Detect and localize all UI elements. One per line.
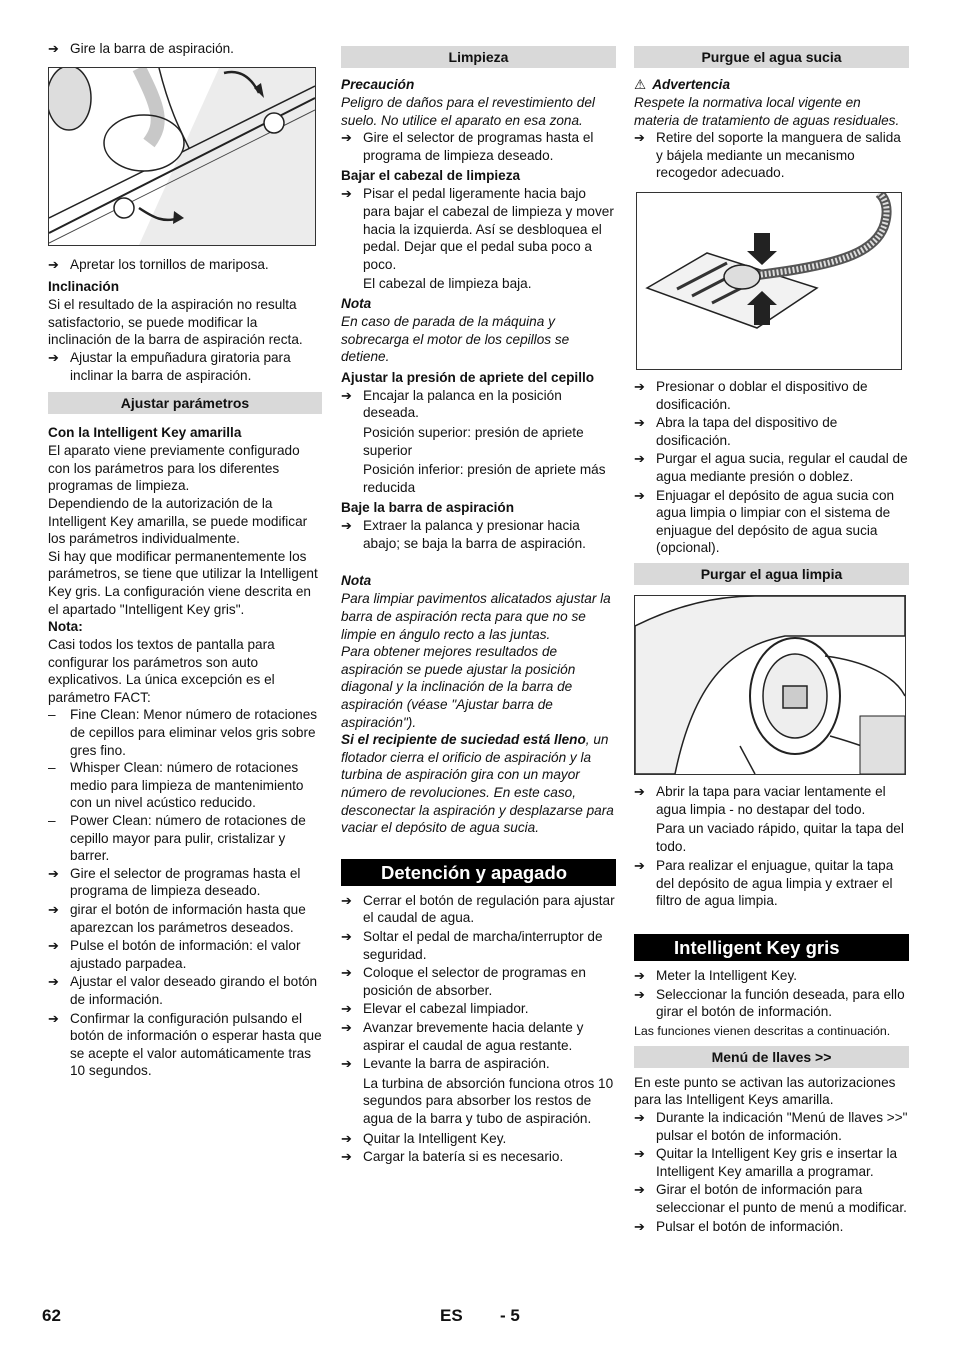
arrow-right-icon: ➔ bbox=[634, 968, 645, 984]
step-continuation: El cabezal de limpieza baja. bbox=[363, 276, 532, 292]
dash-item: – Power Clean: número de rotaciones de cepillo mayor para pulir, cristalizar y barrer. bbox=[48, 813, 306, 864]
paragraph: En este punto se activan las autorizaciones para las Intelligent Keys amarilla. bbox=[634, 1074, 896, 1108]
section-bar-menu: Menú de llaves >> bbox=[634, 1046, 909, 1068]
paragraph: Si el recipiente de suciedad está lleno, un flotador cierra el orificio de aspiración y la turbina de aspiración gira con un mayor número de revoluciones. En este caso, desconectar la aspiración y desplazarse para vaciar el depósito de agua sucia. bbox=[341, 732, 614, 836]
arrow-right-icon: ➔ bbox=[634, 130, 645, 146]
arrow-right-icon: ➔ bbox=[48, 938, 59, 954]
arrow-right-icon: ➔ bbox=[634, 415, 645, 431]
step-continuation: Posición inferior: presión de apriete más reducida bbox=[363, 462, 606, 495]
arrow-right-icon: ➔ bbox=[341, 965, 352, 981]
step-continuation: Posición superior: presión de apriete superior bbox=[363, 424, 584, 458]
language-code: ES bbox=[440, 1306, 463, 1325]
step-continuation: Para un vaciado rápido, quitar la tapa del todo. bbox=[656, 821, 904, 854]
step: ➔ Cargar la batería si es necesario. bbox=[341, 1149, 564, 1165]
column-1 bbox=[48, 40, 322, 1081]
paragraph: Respete la normativa local vigente en materia de tratamiento de aguas residuales. bbox=[634, 95, 900, 128]
paragraph: Si el resultado de la aspiración no resulta satisfactorio, se puede modificar la inclinación de la barra de aspiración recta. bbox=[48, 297, 303, 348]
arrow-right-icon: ➔ bbox=[341, 1056, 352, 1072]
step: ➔ Coloque el selector de programas en posición de absorber. bbox=[341, 965, 586, 998]
heading-nota: Nota bbox=[341, 295, 372, 311]
arrow-right-icon: ➔ bbox=[634, 858, 645, 874]
page-number: 62 bbox=[42, 1306, 61, 1325]
figure-suction-bar bbox=[48, 67, 316, 246]
section-bar-purgue: Purgue el agua sucia bbox=[634, 46, 909, 68]
arrow-right-icon: ➔ bbox=[48, 349, 59, 365]
step-continuation: La turbina de absorción funciona otros 10 segundos para absorber los restos de agua de la barra y tubo de aspiración. bbox=[363, 1075, 614, 1126]
paragraph: Para limpiar pavimentos alicatados ajustar la barra de aspiración recta para que no se limpie en ángulo recto a las juntas. bbox=[341, 591, 611, 642]
arrow-right-icon: ➔ bbox=[48, 1010, 59, 1026]
figure-drain-hose bbox=[636, 192, 902, 370]
heading-con: Con la Intelligent Key amarilla bbox=[48, 425, 242, 441]
paragraph: Las funciones vienen descritas a continuación. bbox=[634, 1023, 891, 1038]
section-bar-ajustar: Ajustar parámetros bbox=[48, 392, 322, 414]
step: ➔ Elevar el cabezal limpiador. bbox=[341, 1001, 529, 1017]
step: ➔ Avanzar brevemente hacia delante y aspirar el caudal de agua restante. bbox=[341, 1019, 584, 1053]
column-2 bbox=[341, 44, 616, 1167]
arrow-right-icon: ➔ bbox=[341, 1130, 352, 1146]
figure-clean-water-tank bbox=[634, 595, 906, 775]
step: ➔ Gire el selector de programas hasta el programa de limpieza deseado. bbox=[48, 865, 301, 899]
sub-page-number: - 5 bbox=[500, 1306, 520, 1325]
step: ➔ Seleccionar la función deseada, para ello girar el botón de información. bbox=[634, 986, 905, 1020]
arrow-right-icon: ➔ bbox=[48, 865, 59, 881]
arrow-right-icon: ➔ bbox=[634, 451, 645, 467]
step: ➔ Durante la indicación "Menú de llaves >>" pulsar el botón de información. bbox=[634, 1110, 908, 1143]
paragraph: Si hay que modificar permanentemente los parámetros, se tiene que utilizar la Intelligent Key gris. La configuración viene descrita en el apartado "Intelligent Key gris". bbox=[48, 548, 318, 617]
arrow-right-icon: ➔ bbox=[48, 902, 59, 917]
arrow-right-icon: ➔ bbox=[341, 1149, 352, 1165]
step: ➔ Ajustar el valor deseado girando el botón de información. bbox=[48, 974, 318, 1007]
dash-item: – Fine Clean: Menor número de rotaciones de cepillos para eliminar velos gris sobre gres fino. bbox=[48, 707, 318, 758]
step: ➔ Gire el selector de programas hasta el programa de limpieza deseado. bbox=[341, 130, 594, 163]
heading-bajar: Bajar el cabezal de limpieza bbox=[341, 168, 521, 184]
paragraph: Peligro de daños para el revestimiento del suelo. No utilice el aparato en esa zona. bbox=[341, 95, 595, 128]
step: ➔ Meter la Intelligent Key. bbox=[634, 968, 798, 984]
arrow-right-icon: ➔ bbox=[634, 1182, 645, 1198]
warning-triangle-icon: ⚠ bbox=[634, 77, 647, 92]
step: ➔ Quitar la Intelligent Key. bbox=[341, 1130, 507, 1146]
heading-inclinacion: Inclinación bbox=[48, 279, 120, 295]
arrow-right-icon: ➔ bbox=[634, 1146, 645, 1162]
arrow-right-icon: ➔ bbox=[341, 518, 352, 534]
step: ➔ Pulsar el botón de información. bbox=[634, 1218, 844, 1234]
section-heading-detencion: Detención y apagado bbox=[341, 859, 616, 886]
heading-nota: Nota: bbox=[48, 619, 83, 635]
heading-nota: Nota bbox=[341, 573, 372, 589]
step: ➔ Extraer la palanca y presionar hacia abajo; se baja la barra de aspiración. bbox=[341, 518, 586, 551]
step: ➔ Presionar o doblar el dispositivo de dosificación. bbox=[634, 378, 868, 412]
paragraph: En caso de parada de la máquina y sobrecarga el motor de los cepillos se detiene. bbox=[341, 313, 570, 365]
step: ➔ Gire la barra de aspiración. bbox=[48, 41, 234, 56]
arrow-right-icon: ➔ bbox=[341, 892, 352, 908]
step: ➔ Apretar los tornillos de mariposa. bbox=[48, 256, 269, 272]
arrow-right-icon: ➔ bbox=[341, 1019, 352, 1035]
heading-presion: Ajustar la presión de apriete del cepillo bbox=[341, 369, 595, 385]
paragraph: Dependiendo de la autorización de la Intelligent Key amarilla, se puede modificar los parámetros individualmente. bbox=[48, 495, 308, 547]
arrow-right-icon: ➔ bbox=[341, 130, 352, 146]
section-bar-limpieza: Limpieza bbox=[341, 46, 616, 68]
step: ➔ Abra la tapa del dispositivo de dosificación. bbox=[634, 415, 838, 448]
arrow-right-icon: ➔ bbox=[48, 256, 59, 272]
paragraph: Casi todos los textos de pantalla para configurar los parámetros son auto explicativos. La única excepción es el parámetro FACT: bbox=[48, 637, 275, 705]
step: ➔ Abrir la tapa para vaciar lentamente el agua limpia - no destapar del todo. bbox=[634, 783, 886, 817]
step: ➔ Para realizar el enjuague, quitar la tapa del depósito de agua limpia y extraer el filtro de agua limpia. bbox=[634, 858, 894, 909]
step: ➔ Girar el botón de información para seleccionar el punto de menú a modificar. bbox=[634, 1182, 907, 1215]
section-heading-intelligent-key: Intelligent Key gris bbox=[634, 934, 909, 961]
arrow-right-icon: ➔ bbox=[634, 1218, 645, 1234]
column-3 bbox=[634, 44, 909, 1236]
paragraph: Para obtener mejores resultados de aspiración se puede ajustar la posición diagonal y la inclinación de la barra de aspiración (véase "Ajustar barra de aspiración"). bbox=[341, 644, 576, 730]
arrow-right-icon: ➔ bbox=[48, 974, 59, 990]
step: ➔ Confirmar la configuración pulsando el botón de información o esperar hasta que se acepte el valor automáticamente tras 10 segundos. bbox=[48, 1010, 322, 1079]
step: ➔ Purgar el agua sucia, regular el caudal de agua mediante presión o doblez. bbox=[634, 451, 908, 484]
step: ➔ Retire del soporte la manguera de salida y bájela mediante un mecanismo recogedor adecuado. bbox=[634, 130, 901, 181]
arrow-right-icon: ➔ bbox=[341, 387, 352, 403]
step: ➔ Cerrar el botón de regulación para ajustar el caudal de agua. bbox=[341, 892, 615, 926]
arrow-right-icon: ➔ bbox=[634, 986, 645, 1002]
dash-item: – Whisper Clean: número de rotaciones medio para limpieza de mantenimiento con un nivel acústico reducido. bbox=[48, 760, 304, 811]
heading-advertencia: ⚠ Advertencia bbox=[634, 77, 731, 92]
arrow-right-icon: ➔ bbox=[341, 1001, 352, 1017]
step: ➔ Quitar la Intelligent Key gris e insertar la Intelligent Key amarilla a programar. bbox=[634, 1146, 898, 1179]
arrow-right-icon: ➔ bbox=[341, 186, 352, 202]
arrow-right-icon: ➔ bbox=[634, 1110, 645, 1126]
step: ➔ Ajustar la empuñadura giratoria para inclinar la barra de aspiración. bbox=[48, 349, 291, 383]
step: ➔ girar el botón de información hasta que aparezcan los parámetros deseados. bbox=[48, 902, 306, 935]
step: ➔ Pisar el pedal ligeramente hacia bajo para bajar el cabezal de limpieza y mover hacia la izquierda. Así se desbloquea el pedal. Dejar que el pedal suba poco a poco. bbox=[341, 186, 614, 272]
heading-baje: Baje la barra de aspiración bbox=[341, 500, 515, 516]
arrow-right-icon: ➔ bbox=[341, 928, 352, 944]
step: ➔ Pulse el botón de información: el valor ajustado parpadea. bbox=[48, 938, 301, 971]
arrow-right-icon: ➔ bbox=[634, 783, 645, 799]
arrow-right-icon: ➔ bbox=[48, 41, 59, 56]
heading-precaucion: Precaución bbox=[341, 77, 415, 92]
section-bar-limpia: Purgar el agua limpia bbox=[634, 563, 909, 585]
step: ➔ Levante la barra de aspiración. bbox=[341, 1056, 550, 1072]
paragraph: El aparato viene previamente configurado con los parámetros para los diferentes programas de limpieza. bbox=[48, 443, 300, 494]
step: ➔ Enjuagar el depósito de agua sucia con agua limpia o limpiar con el sistema de enjuague del depósito de agua sucia (opcional). bbox=[634, 487, 895, 556]
step: ➔ Soltar el pedal de marcha/interruptor de seguridad. bbox=[341, 928, 603, 962]
step: ➔ Encajar la palanca en la posición deseada. bbox=[341, 387, 562, 421]
arrow-right-icon: ➔ bbox=[634, 487, 645, 503]
arrow-right-icon: ➔ bbox=[634, 378, 645, 394]
